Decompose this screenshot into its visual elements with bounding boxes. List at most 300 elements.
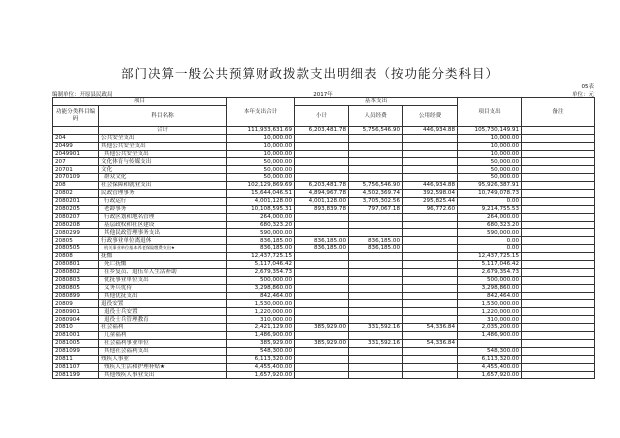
cell-remarks xyxy=(522,268,595,276)
cell-remarks xyxy=(522,190,595,198)
cell-subtotal xyxy=(295,166,349,174)
cell-subtotal xyxy=(295,276,349,284)
cell-remarks xyxy=(522,316,595,324)
cell-project xyxy=(458,339,522,347)
cell-project: 2,679,354.73 xyxy=(458,268,522,276)
report-year: 2017年 xyxy=(313,92,333,98)
form-code: 05表 xyxy=(581,84,594,90)
cell-total: 310,000.00 xyxy=(227,316,295,324)
cell-project: 6,113,320.00 xyxy=(458,355,522,363)
cell-subtotal xyxy=(295,292,349,300)
header-code: 功能分类科目编码 xyxy=(53,105,99,126)
cell-public: 54,336.84 xyxy=(403,324,458,332)
cell-public xyxy=(403,158,458,166)
cell-remarks xyxy=(522,174,595,182)
header-item-group: 项目 xyxy=(53,98,227,106)
table-row xyxy=(53,237,595,245)
cell-project: 548,300.00 xyxy=(458,347,522,355)
cell-total: 50,000.00 xyxy=(227,158,295,166)
cell-remarks xyxy=(522,134,595,142)
cell-personnel: 5,756,546.90 xyxy=(349,182,403,190)
cell-remarks xyxy=(522,276,595,284)
cell-personnel xyxy=(349,284,403,292)
cell-name: 其他民政管理事务支出 xyxy=(99,229,227,237)
cell-name: 群众文化 xyxy=(99,174,227,182)
table-row xyxy=(53,213,595,221)
cell-remarks xyxy=(522,253,595,261)
cell-name: 退役士兵安置 xyxy=(99,308,227,316)
cell-subtotal xyxy=(295,213,349,221)
cell-project: 10,000.00 xyxy=(458,142,522,150)
cell-code: 2080805 xyxy=(53,284,99,292)
header-personnel: 人员经费 xyxy=(349,105,403,126)
cell-personnel xyxy=(349,253,403,261)
cell-public xyxy=(403,268,458,276)
table-row xyxy=(53,284,595,292)
cell-personnel xyxy=(349,213,403,221)
cell-subtotal: 4,001,128.00 xyxy=(295,197,349,205)
cell-subtotal xyxy=(295,300,349,308)
cell-code: 2080801 xyxy=(53,261,99,269)
cell-code: 2080208 xyxy=(53,221,99,229)
table-row xyxy=(53,190,595,198)
cell-name: 文化 xyxy=(99,166,227,174)
cell-remarks xyxy=(522,166,595,174)
cell-public xyxy=(403,308,458,316)
cell-name: 行政区划和地名管理 xyxy=(99,213,227,221)
cell-project: 1,530,000.00 xyxy=(458,300,522,308)
table-row xyxy=(53,276,595,284)
table-row xyxy=(53,182,595,190)
cell-subtotal xyxy=(295,253,349,261)
cell-total: 102,129,869.69 xyxy=(227,182,295,190)
cell-total: 385,929.00 xyxy=(227,339,295,347)
table-row xyxy=(53,261,595,269)
cell-personnel: 3,705,302.56 xyxy=(349,197,403,205)
cell-subtotal: 6,203,481.78 xyxy=(295,182,349,190)
cell-personnel xyxy=(349,268,403,276)
cell-subtotal xyxy=(295,268,349,276)
table-row xyxy=(53,308,595,316)
header-total: 本年支出合计 xyxy=(227,98,295,127)
cell-personnel xyxy=(349,142,403,150)
cell-project: 1,486,900.00 xyxy=(458,332,522,340)
cell-public xyxy=(403,300,458,308)
cell-project: 10,000.00 xyxy=(458,150,522,158)
cell-public xyxy=(403,363,458,371)
cell-personnel: 331,592.16 xyxy=(349,324,403,332)
cell-subtotal: 836,185.00 xyxy=(295,237,349,245)
cell-subtotal xyxy=(295,158,349,166)
cell-subtotal xyxy=(295,371,349,379)
cell-project: 5,117,046.42 xyxy=(458,261,522,269)
cell-public xyxy=(403,134,458,142)
cell-total: 12,437,725.15 xyxy=(227,253,295,261)
cell-public: 295,825.44 xyxy=(403,197,458,205)
cell-public xyxy=(403,292,458,300)
table-row xyxy=(53,371,595,379)
cell-total: 836,185.00 xyxy=(227,237,295,245)
table-row xyxy=(53,332,595,340)
cell-name: 在乡复员、退伍军人生活补助 xyxy=(99,268,227,276)
cell-project: 680,323.20 xyxy=(458,221,522,229)
cell-total: 590,000.00 xyxy=(227,229,295,237)
cell-code: 204 xyxy=(53,134,99,142)
cell-total: 6,113,320.00 xyxy=(227,355,295,363)
cell-remarks xyxy=(522,221,595,229)
cell-subtotal xyxy=(295,284,349,292)
cell-public xyxy=(403,284,458,292)
cell-total: 2,679,354.73 xyxy=(227,268,295,276)
cell-project: 500,000.00 xyxy=(458,276,522,284)
cell-personnel: 5,756,546.90 xyxy=(349,126,403,134)
cell-public xyxy=(403,347,458,355)
cell-personnel xyxy=(349,308,403,316)
table-row xyxy=(53,174,595,182)
cell-code: 2070109 xyxy=(53,174,99,182)
cell-code xyxy=(53,126,99,134)
cell-name: 义务兵优待 xyxy=(99,284,227,292)
cell-total: 10,000.00 xyxy=(227,142,295,150)
cell-name: 残疾人生活和护理补贴★ xyxy=(99,363,227,371)
cell-name: 儿童福利 xyxy=(99,332,227,340)
cell-project: 0.00 xyxy=(458,197,522,205)
cell-project: 0.00 xyxy=(458,237,522,245)
cell-code: 2080201 xyxy=(53,197,99,205)
cell-public: 392,598.04 xyxy=(403,190,458,198)
cell-name: 其他公共安全支出 xyxy=(99,142,227,150)
cell-total: 4,455,400.00 xyxy=(227,363,295,371)
cell-project: 105,730,149.91 xyxy=(458,126,522,134)
table-row xyxy=(53,150,595,158)
cell-total: 1,220,000.00 xyxy=(227,308,295,316)
cell-subtotal xyxy=(295,308,349,316)
cell-remarks xyxy=(522,126,595,134)
table-row xyxy=(53,166,595,174)
cell-remarks xyxy=(522,355,595,363)
cell-personnel: 331,592.16 xyxy=(349,339,403,347)
cell-subtotal xyxy=(295,174,349,182)
cell-remarks xyxy=(522,363,595,371)
cell-subtotal xyxy=(295,261,349,269)
cell-code: 20808 xyxy=(53,253,99,261)
cell-public xyxy=(403,229,458,237)
table-row xyxy=(53,268,595,276)
cell-public: 96,772.60 xyxy=(403,205,458,213)
cell-name: 合计 xyxy=(99,126,227,134)
cell-subtotal: 4,894,967.78 xyxy=(295,190,349,198)
cell-personnel xyxy=(349,332,403,340)
cell-remarks xyxy=(522,205,595,213)
cell-total: 1,530,000.00 xyxy=(227,300,295,308)
cell-name: 死亡抚恤 xyxy=(99,261,227,269)
cell-subtotal xyxy=(295,332,349,340)
cell-remarks xyxy=(522,182,595,190)
cell-public xyxy=(403,355,458,363)
cell-remarks xyxy=(522,347,595,355)
cell-project: 50,000.00 xyxy=(458,174,522,182)
cell-code: 20810 xyxy=(53,324,99,332)
cell-code: 208 xyxy=(53,182,99,190)
cell-public xyxy=(403,332,458,340)
cell-total: 50,000.00 xyxy=(227,174,295,182)
cell-name: 民政管理事务 xyxy=(99,190,227,198)
header-public: 公用经费 xyxy=(403,105,458,126)
cell-code: 2080205 xyxy=(53,205,99,213)
cell-subtotal xyxy=(295,221,349,229)
cell-project: 1,220,000.00 xyxy=(458,308,522,316)
cell-project: 1,657,920.00 xyxy=(458,371,522,379)
cell-subtotal xyxy=(295,316,349,324)
cell-public xyxy=(403,166,458,174)
cell-name: 文化体育与传媒支出 xyxy=(99,158,227,166)
cell-total: 842,464.00 xyxy=(227,292,295,300)
table-row xyxy=(53,355,595,363)
cell-code: 2081099 xyxy=(53,347,99,355)
cell-remarks xyxy=(522,213,595,221)
cell-remarks xyxy=(522,261,595,269)
cell-code: 207 xyxy=(53,158,99,166)
cell-project: 10,749,078.73 xyxy=(458,190,522,198)
cell-code: 20499 xyxy=(53,142,99,150)
cell-total: 10,000.00 xyxy=(227,134,295,142)
cell-subtotal xyxy=(295,142,349,150)
cell-name: 社会保障和就业支出 xyxy=(99,182,227,190)
cell-public xyxy=(403,245,458,253)
cell-personnel xyxy=(349,371,403,379)
cell-personnel: 797,067.18 xyxy=(349,205,403,213)
cell-total: 836,185.00 xyxy=(227,245,295,253)
cell-code: 2081107 xyxy=(53,363,99,371)
cell-public xyxy=(403,213,458,221)
cell-subtotal: 6,203,481.78 xyxy=(295,126,349,134)
header-remarks: 备注 xyxy=(522,98,595,127)
table-row xyxy=(53,126,595,134)
cell-code: 2080207 xyxy=(53,213,99,221)
cell-public xyxy=(403,276,458,284)
cell-name: 其他残疾人事业支出 xyxy=(99,371,227,379)
header-name: 科目名称 xyxy=(99,105,227,126)
cell-total: 50,000.00 xyxy=(227,166,295,174)
cell-public xyxy=(403,316,458,324)
cell-name: 基层政权和社区建设 xyxy=(99,221,227,229)
cell-total: 15,644,046.51 xyxy=(227,190,295,198)
cell-subtotal: 385,929.00 xyxy=(295,339,349,347)
cell-remarks xyxy=(522,300,595,308)
cell-personnel xyxy=(349,347,403,355)
cell-name: 其他公共安全支出 xyxy=(99,150,227,158)
currency-unit: 单位：元 xyxy=(571,92,594,98)
cell-remarks xyxy=(522,158,595,166)
cell-total: 111,933,631.69 xyxy=(227,126,295,134)
cell-remarks xyxy=(522,308,595,316)
cell-remarks xyxy=(522,284,595,292)
cell-personnel xyxy=(349,134,403,142)
table-row xyxy=(53,363,595,371)
cell-remarks xyxy=(522,371,595,379)
cell-subtotal xyxy=(295,347,349,355)
cell-public xyxy=(403,174,458,182)
cell-total: 5,117,046.42 xyxy=(227,261,295,269)
cell-personnel: 4,502,369.74 xyxy=(349,190,403,198)
cell-code: 20701 xyxy=(53,166,99,174)
cell-personnel xyxy=(349,158,403,166)
cell-remarks xyxy=(522,245,595,253)
cell-code: 2081199 xyxy=(53,371,99,379)
cell-project: 3,298,860.00 xyxy=(458,284,522,292)
cell-personnel: 836,185.00 xyxy=(349,237,403,245)
cell-code: 2081005 xyxy=(53,339,99,347)
cell-project: 95,926,387.91 xyxy=(458,182,522,190)
cell-personnel xyxy=(349,229,403,237)
cell-name: 公共安全支出 xyxy=(99,134,227,142)
cell-total: 2,421,129.00 xyxy=(227,324,295,332)
cell-total: 10,108,595.31 xyxy=(227,205,295,213)
cell-name: 社会福利事业单位 xyxy=(99,339,227,347)
cell-total: 10,000.00 xyxy=(227,150,295,158)
cell-subtotal: 893,839.78 xyxy=(295,205,349,213)
cell-name: 退役安置 xyxy=(99,300,227,308)
cell-remarks xyxy=(522,324,595,332)
cell-code: 2081001 xyxy=(53,332,99,340)
header-subtotal: 小计 xyxy=(295,105,349,126)
table-row xyxy=(53,197,595,205)
cell-name: 残疾人事业 xyxy=(99,355,227,363)
cell-project: 12,437,725.15 xyxy=(458,253,522,261)
cell-project: 9,214,755.53 xyxy=(458,205,522,213)
cell-remarks xyxy=(522,339,595,347)
table-row xyxy=(53,324,595,332)
cell-subtotal xyxy=(295,355,349,363)
cell-name: 退役士兵管理教育 xyxy=(99,316,227,324)
cell-project: 0.00 xyxy=(458,245,522,253)
table-row xyxy=(53,158,595,166)
cell-total: 4,001,128.00 xyxy=(227,197,295,205)
cell-personnel xyxy=(349,300,403,308)
cell-code: 2080901 xyxy=(53,308,99,316)
cell-remarks xyxy=(522,237,595,245)
cell-total: 264,000.00 xyxy=(227,213,295,221)
table-row xyxy=(53,292,595,300)
table-row xyxy=(53,134,595,142)
cell-public xyxy=(403,261,458,269)
cell-code: 20802 xyxy=(53,190,99,198)
cell-code: 20809 xyxy=(53,300,99,308)
cell-project: 264,000.00 xyxy=(458,213,522,221)
cell-name: 优抚事业单位支出 xyxy=(99,276,227,284)
table-row xyxy=(53,316,595,324)
cell-public: 446,934.88 xyxy=(403,182,458,190)
cell-subtotal xyxy=(295,229,349,237)
cell-personnel xyxy=(349,166,403,174)
cell-personnel xyxy=(349,292,403,300)
cell-remarks xyxy=(522,142,595,150)
cell-public xyxy=(403,237,458,245)
cell-personnel: 836,185.00 xyxy=(349,245,403,253)
table-row xyxy=(53,300,595,308)
cell-name: 抚恤 xyxy=(99,253,227,261)
cell-total: 3,298,860.00 xyxy=(227,284,295,292)
header-project: 项目支出 xyxy=(458,98,522,127)
table-row xyxy=(53,245,595,253)
cell-name: 老龄事务 xyxy=(99,205,227,213)
cell-code: 2049901 xyxy=(53,150,99,158)
cell-project: 2,035,200.00 xyxy=(458,324,522,332)
cell-personnel xyxy=(349,316,403,324)
cell-subtotal: 836,185.00 xyxy=(295,245,349,253)
cell-public: 446,934.88 xyxy=(403,126,458,134)
cell-personnel xyxy=(349,174,403,182)
cell-name: 其他优抚支出 xyxy=(99,292,227,300)
cell-public xyxy=(403,150,458,158)
cell-project: 842,464.00 xyxy=(458,292,522,300)
cell-code: 2080802 xyxy=(53,268,99,276)
cell-project: 50,000.00 xyxy=(458,166,522,174)
table-row xyxy=(53,229,595,237)
cell-public xyxy=(403,371,458,379)
cell-project: 310,000.00 xyxy=(458,316,522,324)
header-basic-group: 基本支出 xyxy=(295,98,458,106)
cell-public xyxy=(403,221,458,229)
cell-name: 行政事业单位离退休 xyxy=(99,237,227,245)
cell-remarks xyxy=(522,229,595,237)
cell-total: 1,657,920.00 xyxy=(227,371,295,379)
cell-subtotal xyxy=(295,363,349,371)
cell-code: 2080505 xyxy=(53,245,99,253)
cell-code: 2080899 xyxy=(53,292,99,300)
cell-code: 2080803 xyxy=(53,276,99,284)
cell-name: 行政运行 xyxy=(99,197,227,205)
cell-name: 机关事业单位基本养老保险缴费支出★ xyxy=(99,245,227,253)
cell-personnel xyxy=(349,221,403,229)
expenditure-table xyxy=(52,97,595,379)
cell-total: 500,000.00 xyxy=(227,276,295,284)
cell-remarks xyxy=(522,292,595,300)
cell-name: 社会福利 xyxy=(99,324,227,332)
cell-project: 50,000.00 xyxy=(458,158,522,166)
cell-project: 10,000.00 xyxy=(458,134,522,142)
cell-code: 20811 xyxy=(53,355,99,363)
cell-personnel xyxy=(349,150,403,158)
cell-code: 2080904 xyxy=(53,316,99,324)
cell-personnel xyxy=(349,261,403,269)
table-row xyxy=(53,221,595,229)
table-row xyxy=(53,347,595,355)
cell-remarks xyxy=(522,332,595,340)
cell-public xyxy=(403,142,458,150)
cell-public xyxy=(403,253,458,261)
cell-public: 54,336.84 xyxy=(403,339,458,347)
table-row xyxy=(53,253,595,261)
cell-subtotal xyxy=(295,134,349,142)
cell-personnel xyxy=(349,363,403,371)
table-row xyxy=(53,339,595,347)
cell-project: 4,455,400.00 xyxy=(458,363,522,371)
cell-code: 20805 xyxy=(53,237,99,245)
cell-project: 590,000.00 xyxy=(458,229,522,237)
cell-total: 1,486,900.00 xyxy=(227,332,295,340)
cell-subtotal: 385,929.00 xyxy=(295,324,349,332)
cell-name: 其他社会福利支出 xyxy=(99,347,227,355)
page-title: 部门决算一般公共预算财政拨款支出明细表（按功能分类科目） xyxy=(120,66,499,81)
reporting-unit: 编制单位：开原县民政局 xyxy=(52,92,113,98)
cell-personnel xyxy=(349,355,403,363)
cell-code: 2080299 xyxy=(53,229,99,237)
table-row xyxy=(53,142,595,150)
cell-total: 680,323.20 xyxy=(227,221,295,229)
cell-remarks xyxy=(522,197,595,205)
cell-remarks xyxy=(522,150,595,158)
